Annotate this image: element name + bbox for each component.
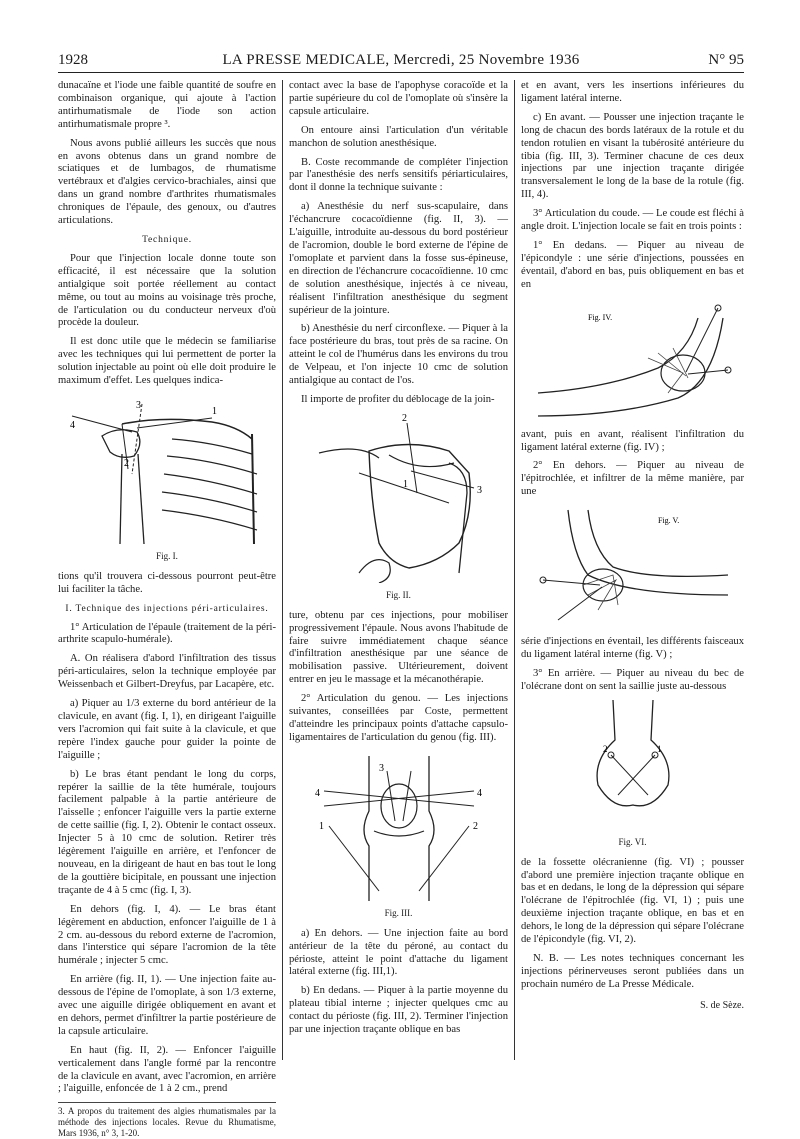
- journal-title: LA PRESSE MEDICALE, Mercredi, 25 Novembre 1936: [222, 52, 580, 68]
- paragraph: avant, puis en avant, réalisent l'infiltration du ligament latéral externe (fig. IV) ;: [521, 428, 744, 453]
- paragraph: ture, obtenu par ces injections, pour mobiliser progressivement l'épaule. Nous avons l'habitude de faire suivre immédiatement chaque séance d'infiltration anesthésique par une séance de mobilisation passive. Ultérieurement, doivent entrer en jeu le massage et la mécanothérapie.: [289, 609, 508, 686]
- fig3-label: 4: [476, 787, 482, 799]
- fig1-label: 4: [70, 419, 75, 431]
- fig3-label: 4: [314, 787, 320, 799]
- paragraph: A. On réalisera d'abord l'infiltration des tissus péri-articulaires, selon la technique employée par Weissenbach et Gilbert-Dreyfus, par Lacapère, etc.: [58, 653, 276, 691]
- paragraph: et en avant, vers les insertions inférieures du ligament latéral interne.: [521, 80, 744, 104]
- page-number: 1928: [58, 52, 88, 68]
- section-heading: I. Technique des injections péri-articulaires.: [65, 603, 269, 614]
- figure-5-elbow-internal: [528, 505, 738, 630]
- figure-caption: Fig. III.: [384, 907, 413, 918]
- figure-caption: Fig. II.: [386, 589, 411, 600]
- paragraph: On entoure ainsi l'articulation d'un véritable manchon de solution anesthésique.: [289, 124, 508, 149]
- issue-number: N° 95: [708, 52, 744, 68]
- fig2-label: 1: [402, 478, 408, 490]
- figure-2-shoulder-back: [299, 413, 499, 583]
- paragraph: série d'injections en éventail, les différents faisceaux du ligament latéral interne (fig. V) ;: [521, 636, 744, 661]
- figure-1-shoulder-front: [62, 394, 272, 544]
- column-2: [289, 80, 508, 1043]
- figure-caption: Fig. VI.: [618, 836, 647, 847]
- paragraph: Pour que l'injection locale donne toute son efficacité, il est nécessaire que la solution antialgique soit portée réellement au contact même, ou tout au moins au voisinage très proche, de l'articulation ou du conducteur nerveux d'où procède la douleur.: [58, 252, 276, 329]
- paragraph: En haut (fig. II, 2). — Enfoncer l'aiguille verticalement dans l'angle formé par la rencontre de la clavicule en avant, avec l'acromion, en arrière ; l'aiguille, enfoncée de 1 à 2 cm., prend: [58, 1044, 276, 1095]
- paragraph: En arrière (fig. II, 1). — Une injection faite au-dessous de l'épine de l'omoplate, à son 1/3 externe, avec une aiguille dirigée obliquement en avant et en dehors, permet d'infiltrer la partie postérieure de la capsule articulaire.: [58, 974, 276, 1037]
- column-divider: [282, 80, 283, 1060]
- figure-caption: Fig. I.: [156, 550, 178, 561]
- paragraph: b) Le bras étant pendant le long du corps, repérer la saillie de la tête humérale, toujours facilement palpable à la partie antérieure de l'aisselle ; enfoncer l'aiguille vers la partie externe de cette saillie (fig. I, 2). Obtenir le contact osseux. Injecter 5 à 10 cmc de solution. Retirer très légèrement l'aiguille en arrière, et l'enfoncer de nouveau, en la dirigeant de haut en bas tout le long de la gouttière bicipitale, en poussant une injection traçante de 4 à 5 cmc (fig. I, 3).: [58, 768, 276, 896]
- section-heading: Technique.: [142, 234, 192, 245]
- figure-4-elbow-external: [528, 298, 738, 423]
- fig1-label: 2: [124, 457, 129, 469]
- paragraph: Nous avons publié ailleurs les succès que nous en avons obtenus dans un grand nombre de sciatiques et de lumbagos, de rhumatisme vertébraux et d'algies cervico-brachiales, ainsi que dans un grand nombre d'arthrites rhumatismales chroniques de l'épaule, des genoux, ou d'autres articulations.: [58, 137, 276, 227]
- paragraph: dunacaïne et l'iode une faible quantité de soufre en combinaison organique, qui ajoute à l'action antirhumatismale de l'iode son action antirhumatismale propre ³.: [58, 80, 276, 130]
- paragraph: N. B. — Les notes techniques concernant les injections périnerveuses seront publiées dans un prochain numéro de La Presse Médicale.: [521, 953, 744, 990]
- author-signature: S. de Sèze.: [700, 999, 744, 1011]
- page-header: [58, 52, 744, 72]
- paragraph: c) En avant. — Pousser une injection traçante le long de chacun des bords latéraux de la rotule et du tendon rotulien en visant la tubérosité antérieure du tibia (fig. III, 3). Terminer chacune de ces deux injections par une injection traçante dirigée transversalement le long de la base de la rotule (fig. III, 4).: [521, 111, 744, 201]
- paragraph: a) Piquer au 1/3 externe du bord antérieur de la clavicule, en avant (fig. I, 1), en dirigeant l'aiguille vers l'acromion qui fait suite à la clavicule, et que repère l'index gauche pour guider la pointe de l'aiguille ;: [58, 698, 276, 761]
- paragraph: 3° Articulation du coude. — Le coude est fléchi à angle droit. L'injection locale se fait en trois points :: [521, 208, 744, 233]
- footnote: 3. A propos du traitement des algies rhumatismales par la méthode des injections locales. Revue du Rhumatisme, Mars 1936, n° 3, 1-20.: [58, 1102, 276, 1139]
- paragraph: 1° En dedans. — Piquer au niveau de l'épicondyle : une série d'injections, poussées en éventail, d'abord en bas, puis obliquement en bas et en: [521, 239, 744, 290]
- figure-6-elbow-back: [553, 700, 713, 830]
- paragraph: contact avec la base de l'apophyse coracoïde et la partie supérieure du col de l'omoplate où s'insère la capsule articulaire.: [289, 80, 508, 117]
- fig6-label: 2: [602, 743, 607, 754]
- fig3-label: 3: [378, 762, 384, 774]
- paragraph: Il est donc utile que le médecin se familiarise avec les techniques qui lui permettent de porter la solution injectable au point où elle doit produire le maximum d'effet. Les quelques indica-: [58, 336, 276, 387]
- paragraph: 1° Articulation de l'épaule (traitement de la péri-arthrite scapulo-humérale).: [58, 621, 276, 646]
- fig3-label: 2: [472, 820, 478, 832]
- paragraph: 3° En arrière. — Piquer au niveau du bec de l'olécrane dont on sent la saillie juste au-dessous: [521, 667, 744, 692]
- paragraph: de la fossette olécranienne (fig. VI) ; pousser d'abord une première injection traçante oblique en bas et en dedans, le long de la dépression qui sépare l'olécrane de l'épitrochlée (fig. VI, 1) ; puis une deuxième injection traçante oblique, en bas et en dehors, le long de la dépression qui sépare l'olécrane de l'épicondyle (fig. VI, 2).: [521, 856, 744, 946]
- column-1: [58, 80, 276, 1139]
- column-divider: [514, 80, 515, 1060]
- paragraph: En dehors (fig. I, 4). — Le bras étant légèrement en abduction, enfoncer l'aiguille de 1 à 2 cm. au-dessous du rebord externe de l'acromion, dans l'interstice qui sépare l'acromion de la tête humérale ; injecter 5 cmc.: [58, 903, 276, 967]
- figure-3-knee: [299, 751, 499, 901]
- fig4-label: Fig. IV.: [587, 312, 612, 322]
- fig2-label: 3: [476, 484, 482, 496]
- fig6-label: 1: [656, 743, 661, 754]
- paragraph: 2° En dehors. — Piquer au niveau de l'épitrochlée, et infiltrer de la même manière, par une: [521, 460, 744, 498]
- fig5-label: Fig. V.: [657, 516, 679, 526]
- paragraph: B. Coste recommande de compléter l'injection par l'anesthésie des nerfs sensitifs périarticulaires, dont il donne la technique suivante :: [289, 156, 508, 194]
- fig2-label: 2: [401, 412, 407, 424]
- fig1-label: 3: [136, 399, 141, 411]
- paragraph: Il importe de profiter du déblocage de la join-: [301, 393, 495, 405]
- paragraph: a) Anesthésie du nerf sus-scapulaire, dans l'échancrure cocacoïdienne (fig. II, 3). — L'aiguille, introduite au-dessous du bord postérieur de l'acromion, double le bord externe de l'épine de l'omoplate et parvient dans la fosse sus-épineuse, en direction de l'échancrure cocacoïdienne. 10 cmc de solution anesthésique, injectés à ce niveau, réalisent l'infiltration anesthésique du segment supérieur de la jointure.: [289, 201, 508, 316]
- paragraph: b) Anesthésie du nerf circonflexe. — Piquer à la face postérieure du bras, tout près de sa racine. On atteint le col de l'humérus dans les environs du trou de Velpeau, et l'on injecte 10 cmc de solution antialgique au contact de l'os.: [289, 323, 508, 387]
- paragraph: b) En dedans. — Piquer à la partie moyenne du plateau tibial interne ; injecter quelques cmc au contact du périoste (fig. III, 2). Terminer l'injection par une injection traçante oblique en bas: [289, 985, 508, 1036]
- paragraph: tions qu'il trouvera ci-dessous pourront peut-être lui faciliter la tâche.: [58, 570, 276, 595]
- fig1-label: 1: [212, 405, 217, 417]
- header-rule: [58, 72, 744, 73]
- paragraph: 2° Articulation du genou. — Les injections suivantes, conseillées par Coste, permettent d'atteindre les principaux points d'attache capsulo-ligamentaires de l'articulation du genou (fig. III).: [289, 693, 508, 743]
- paragraph: a) En dehors. — Une injection faite au bord antérieur de la tête du péroné, au contact du périoste, atteint le point d'attache du ligament latéral externe (fig. III,1).: [289, 927, 508, 978]
- column-3: [521, 80, 744, 1013]
- fig3-label: 1: [318, 820, 324, 832]
